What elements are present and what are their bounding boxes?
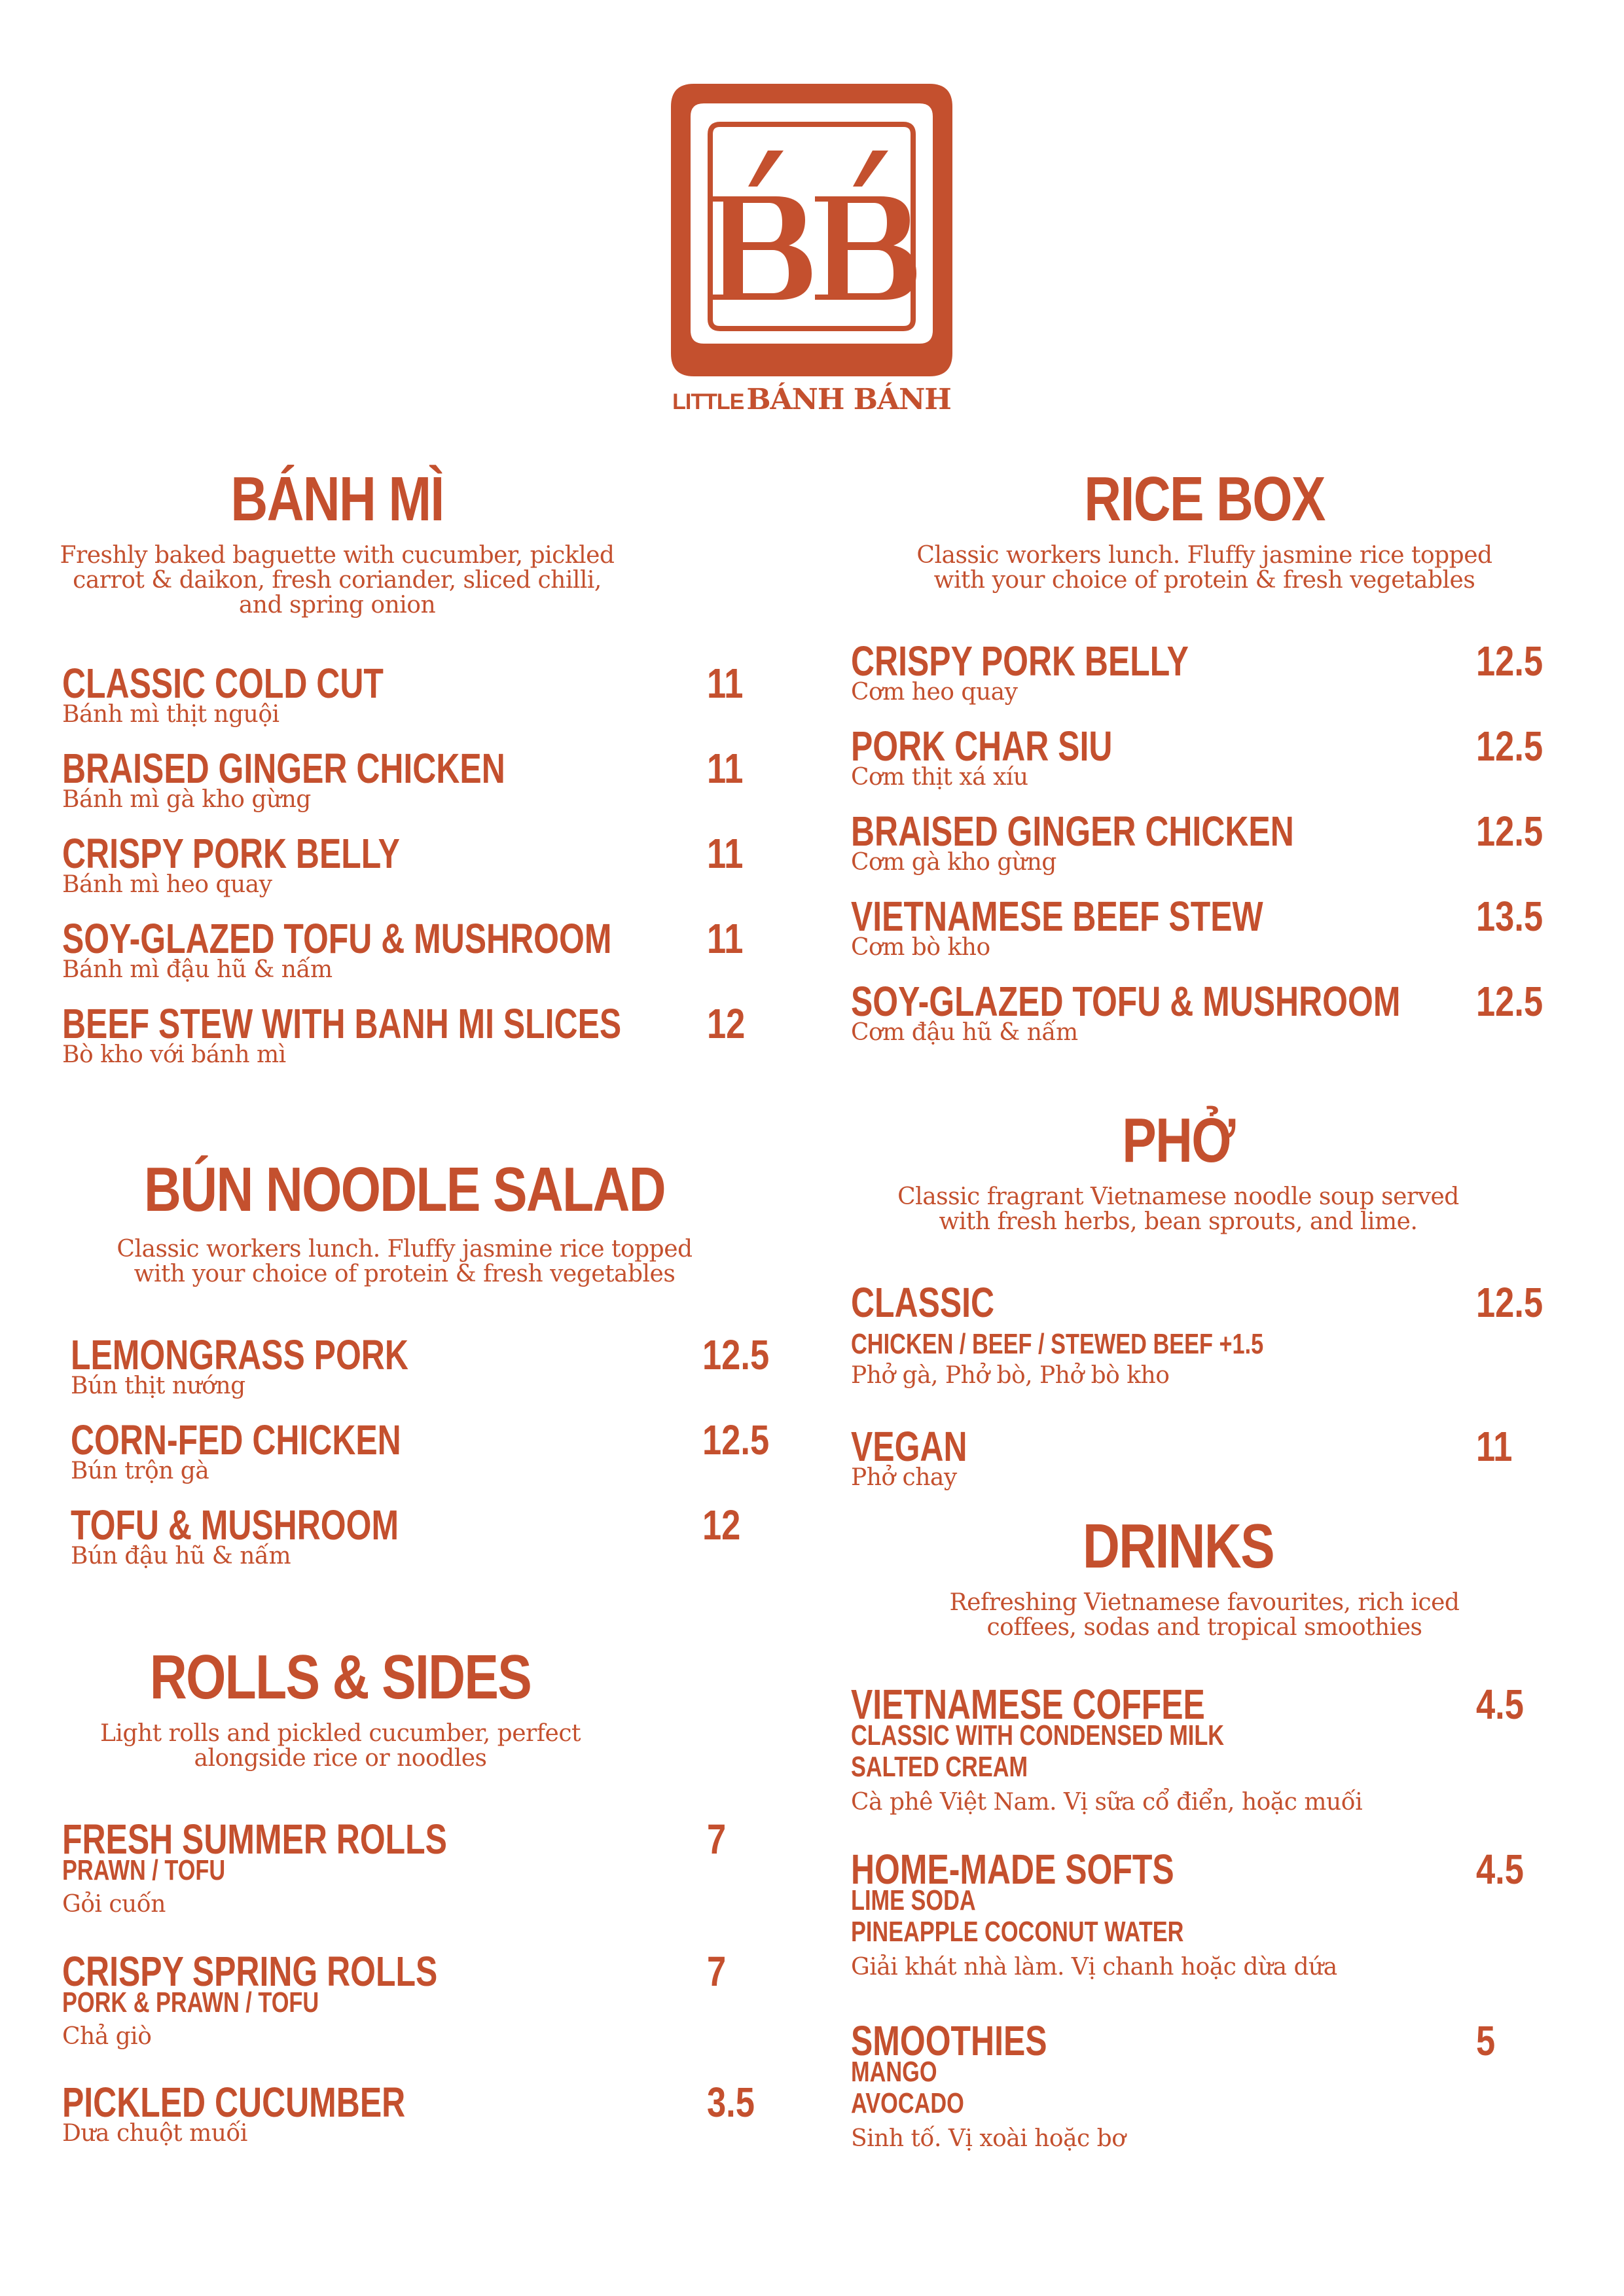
desc-line: Refreshing Vietnamese favourites, rich iced — [949, 1589, 1460, 1616]
section-title: BÚN NOODLE SALAD — [144, 1155, 665, 1225]
section-title: ROLLS & SIDES — [149, 1642, 532, 1712]
item-price: 12.5 — [1476, 637, 1543, 685]
item-name: FRESH SUMMER ROLLS — [62, 1816, 447, 1863]
item-options: CHICKEN / BEEF / STEWED BEEF +1.5 — [851, 1328, 1264, 1360]
item-name: CRISPY PORK BELLY — [851, 637, 1189, 685]
section-rice-box — [851, 458, 1558, 1060]
item-subtitle: Gỏi cuốn — [62, 1891, 166, 1918]
section-drinks — [851, 1505, 1558, 2193]
desc-line: Classic workers lunch. Fluffy jasmine rice topped — [916, 542, 1492, 569]
item-subtitle: Cơm đậu hũ & nấm — [851, 1019, 1078, 1046]
desc-line: and spring onion — [238, 592, 436, 619]
item-subtitle: Giải khát nhà làm. Vị chanh hoặc dừa dứa — [851, 1954, 1337, 1981]
item-price: 12 — [702, 1501, 741, 1549]
item-subtitle: Bún đậu hũ & nấm — [71, 1543, 291, 1570]
item-price: 12.5 — [702, 1416, 770, 1463]
item-name: VIETNAMESE BEEF STEW — [851, 893, 1263, 940]
item-price: 11 — [707, 830, 744, 877]
item-subtitle: Bánh mì heo quay — [62, 871, 272, 898]
brand-name: BÁNH BÁNH — [746, 383, 951, 416]
item-name: SOY-GLAZED TOFU & MUSHROOM — [62, 915, 612, 962]
item-subtitle: Cơm bò kho — [851, 934, 990, 961]
item-subtitle: Bánh mì gà kho gừng — [62, 786, 311, 813]
item-name: CLASSIC — [851, 1279, 995, 1326]
item-subtitle: Cơm thịt xá xíu — [851, 764, 1028, 791]
section-description — [0, 543, 681, 618]
item-price: 7 — [707, 1948, 727, 1995]
item-price: 11 — [707, 915, 744, 962]
section-banh-mi — [62, 458, 749, 1080]
desc-line: Classic workers lunch. Fluffy jasmine rice topped — [117, 1236, 693, 1263]
item-subtitle: Cơm heo quay — [851, 679, 1018, 706]
item-name: BEEF STEW WITH BANH MI SLICES — [62, 1000, 622, 1047]
desc-line: Classic fragrant Vietnamese noodle soup served — [897, 1183, 1459, 1210]
item-price: 4.5 — [1476, 1681, 1524, 1728]
item-subtitle: Phở chay — [851, 1464, 957, 1491]
item-options: PORK & PRAWN / TOFU — [62, 1986, 319, 2018]
desc-line: with your choice of protein & fresh vegetables — [134, 1261, 676, 1287]
item-name: SMOOTHIES — [851, 2017, 1047, 2064]
item-price: 11 — [707, 660, 744, 707]
item-price: 12.5 — [1476, 723, 1543, 770]
desc-line: with fresh herbs, bean sprouts, and lime. — [939, 1208, 1418, 1235]
section-title: BÁNH MÌ — [230, 464, 444, 534]
desc-line: Freshly baked baguette with cucumber, pickled — [60, 542, 615, 569]
item-price: 11 — [1476, 1423, 1513, 1470]
item-option: PINEAPPLE COCONUT WATER — [851, 1916, 1184, 1948]
item-name: VEGAN — [851, 1423, 967, 1470]
item-price: 7 — [707, 1816, 727, 1863]
section-description — [825, 1185, 1532, 1234]
item-price: 12.5 — [1476, 1279, 1543, 1326]
item-option: SALTED CREAM — [851, 1751, 1028, 1783]
item-subtitle: Bún trộn gà — [71, 1458, 209, 1484]
item-name: SOY-GLAZED TOFU & MUSHROOM — [851, 978, 1401, 1025]
item-price: 4.5 — [1476, 1846, 1524, 1893]
section-rolls-and-sides — [62, 1636, 755, 2173]
section-title: PHỞ — [1122, 1105, 1235, 1175]
item-name: PORK CHAR SIU — [851, 723, 1113, 770]
brand-small: LITTLE — [672, 389, 744, 414]
item-name: BRAISED GINGER CHICKEN — [851, 808, 1294, 855]
section-description — [851, 1590, 1558, 1640]
item-price: 12.5 — [1476, 808, 1543, 855]
section-description — [51, 1237, 758, 1287]
section-title: RICE BOX — [1084, 464, 1325, 534]
section-pho — [851, 1100, 1558, 1505]
item-option: MANGO — [851, 2056, 937, 2088]
desc-line: Light rolls and pickled cucumber, perfect — [99, 1720, 581, 1747]
item-name: TOFU & MUSHROOM — [71, 1501, 399, 1549]
section-description — [851, 543, 1558, 593]
desc-line: with your choice of protein & fresh vegetables — [933, 567, 1475, 594]
item-name: CLASSIC COLD CUT — [62, 660, 384, 707]
item-subtitle: Bò kho với bánh mì — [62, 1041, 286, 1068]
section-title: DRINKS — [1083, 1511, 1274, 1581]
item-price: 12.5 — [702, 1331, 770, 1378]
item-subtitle: Cà phê Việt Nam. Vị sữa cổ điển, hoặc muối — [851, 1789, 1363, 1816]
item-subtitle: Bún thịt nướng — [71, 1372, 245, 1399]
item-name: CRISPY SPRING ROLLS — [62, 1948, 438, 1995]
item-subtitle: Bánh mì đậu hũ & nấm — [62, 956, 333, 983]
item-option: CLASSIC WITH CONDENSED MILK — [851, 1719, 1225, 1751]
desc-line: alongside rice or noodles — [194, 1745, 487, 1772]
item-subtitle: Phở gà, Phở bò, Phở bò kho — [851, 1362, 1170, 1389]
item-price: 12 — [707, 1000, 746, 1047]
item-name: LEMONGRASS PORK — [71, 1331, 408, 1378]
item-name: CORN-FED CHICKEN — [71, 1416, 401, 1463]
item-name: CRISPY PORK BELLY — [62, 830, 400, 877]
section-description — [0, 1721, 684, 1771]
item-subtitle: Cơm gà kho gừng — [851, 849, 1056, 876]
section-bun-noodle-salad — [71, 1152, 778, 1597]
desc-line: carrot & daikon, fresh coriander, sliced chilli, — [73, 567, 602, 594]
item-subtitle: Sinh tố. Vị xoài hoặc bơ — [851, 2125, 1126, 2152]
item-name: VIETNAMESE COFFEE — [851, 1681, 1205, 1728]
item-price: 5 — [1476, 2017, 1496, 2064]
item-subtitle: Dưa chuột muối — [62, 2120, 247, 2147]
item-price: 12.5 — [1476, 978, 1543, 1025]
item-option: LIME SODA — [851, 1884, 976, 1916]
item-price: 13.5 — [1476, 893, 1543, 940]
logo-mark-icon — [664, 79, 959, 386]
brand-logo — [664, 79, 959, 419]
item-name: BRAISED GINGER CHICKEN — [62, 745, 505, 792]
item-option: AVOCADO — [851, 2087, 964, 2119]
item-price: 3.5 — [707, 2079, 755, 2126]
item-price: 11 — [707, 745, 744, 792]
brand-wordmark — [664, 383, 959, 416]
item-subtitle: Chả giò — [62, 2023, 152, 2050]
item-name: PICKLED CUCUMBER — [62, 2079, 406, 2126]
item-options: PRAWN / TOFU — [62, 1854, 226, 1886]
item-subtitle: Bánh mì thịt nguội — [62, 701, 280, 728]
item-name: HOME-MADE SOFTS — [851, 1846, 1174, 1893]
desc-line: coffees, sodas and tropical smoothies — [986, 1614, 1422, 1641]
